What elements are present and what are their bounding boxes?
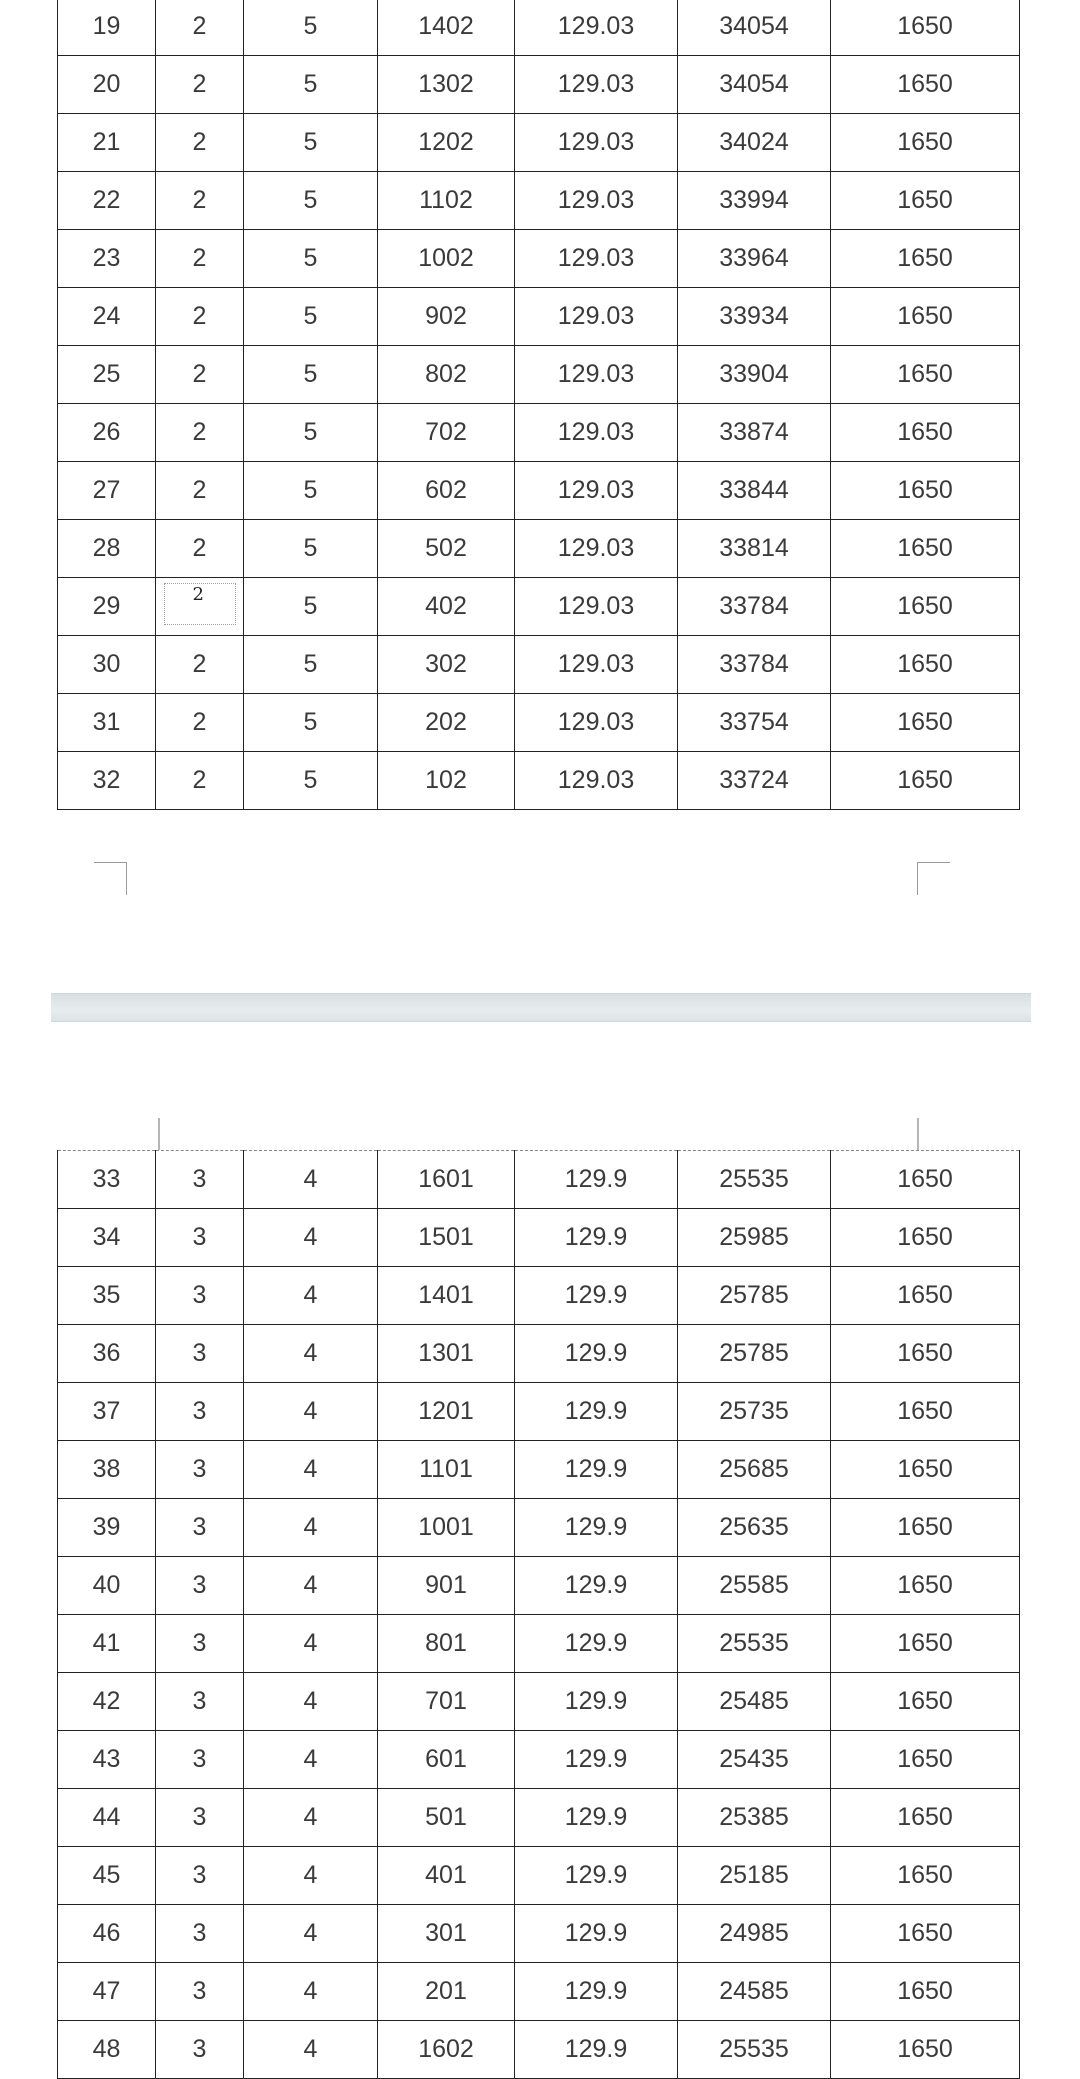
- table-cell[interactable]: 5: [244, 56, 378, 114]
- table-cell[interactable]: 1650: [831, 114, 1020, 172]
- table-cell[interactable]: 25385: [678, 1789, 831, 1847]
- table-cell[interactable]: 30: [58, 636, 156, 694]
- selected-cell-edit-box[interactable]: 2: [164, 583, 236, 625]
- table-cell[interactable]: 129.03: [515, 636, 678, 694]
- table-cell[interactable]: 40: [58, 1557, 156, 1615]
- table-cell[interactable]: 25535: [678, 1615, 831, 1673]
- table-cell[interactable]: 25785: [678, 1325, 831, 1383]
- table-cell[interactable]: 1601: [378, 1151, 515, 1209]
- table-cell[interactable]: 301: [378, 1905, 515, 1963]
- table-cell[interactable]: 1401: [378, 1267, 515, 1325]
- table-cell[interactable]: 33: [58, 1151, 156, 1209]
- table-row: [58, 1731, 1020, 1789]
- table-cell[interactable]: 33904: [678, 346, 831, 404]
- table-cell[interactable]: 4: [244, 1209, 378, 1267]
- table-cell[interactable]: 38: [58, 1441, 156, 1499]
- table-cell[interactable]: 3: [156, 1383, 244, 1441]
- table-cell[interactable]: 1650: [831, 346, 1020, 404]
- table-cell[interactable]: 25985: [678, 1209, 831, 1267]
- table-cell[interactable]: 3: [156, 1731, 244, 1789]
- table-cell[interactable]: 129.03: [515, 404, 678, 462]
- table-cell[interactable]: 21: [58, 114, 156, 172]
- table-cell[interactable]: 2: [156, 230, 244, 288]
- table-cell[interactable]: 5: [244, 172, 378, 230]
- table-cell[interactable]: 201: [378, 1963, 515, 2021]
- table-cell[interactable]: 25735: [678, 1383, 831, 1441]
- table-cell[interactable]: 34054: [678, 56, 831, 114]
- table-cell[interactable]: 34: [58, 1209, 156, 1267]
- table-cell[interactable]: 4: [244, 1499, 378, 1557]
- table-cell[interactable]: 1650: [831, 1209, 1020, 1267]
- table-cell[interactable]: 102: [378, 752, 515, 810]
- table-cell[interactable]: 25585: [678, 1557, 831, 1615]
- table-cell[interactable]: 701: [378, 1673, 515, 1731]
- table-row: [58, 752, 1020, 810]
- table-cell[interactable]: 502: [378, 520, 515, 578]
- table-cell[interactable]: 25185: [678, 1847, 831, 1905]
- table-cell[interactable]: 4: [244, 1963, 378, 2021]
- table-cell[interactable]: 1650: [831, 2021, 1020, 2079]
- table-cell[interactable]: 1650: [831, 230, 1020, 288]
- table-cell[interactable]: 35: [58, 1267, 156, 1325]
- table-cell[interactable]: 1650: [831, 1441, 1020, 1499]
- table-cell[interactable]: 1501: [378, 1209, 515, 1267]
- table-cell[interactable]: 129.9: [515, 1557, 678, 1615]
- table-cell[interactable]: 129.03: [515, 288, 678, 346]
- table-cell[interactable]: 1650: [831, 1789, 1020, 1847]
- table-cell[interactable]: 5: [244, 288, 378, 346]
- table-cell[interactable]: 43: [58, 1731, 156, 1789]
- table-cell[interactable]: 20: [58, 56, 156, 114]
- table-cell[interactable]: 33934: [678, 288, 831, 346]
- table-row: [58, 1557, 1020, 1615]
- table-cell[interactable]: 33964: [678, 230, 831, 288]
- table-cell[interactable]: 2: [156, 520, 244, 578]
- table-cell[interactable]: 25485: [678, 1673, 831, 1731]
- table-cell[interactable]: 28: [58, 520, 156, 578]
- table-cell[interactable]: 129.9: [515, 1963, 678, 2021]
- table-cell[interactable]: 5: [244, 752, 378, 810]
- table-cell[interactable]: 129.9: [515, 1151, 678, 1209]
- table-cell[interactable]: 1650: [831, 520, 1020, 578]
- table-cell[interactable]: 501: [378, 1789, 515, 1847]
- table-cell[interactable]: 3: [156, 1267, 244, 1325]
- table-cell[interactable]: 602: [378, 462, 515, 520]
- table-cell[interactable]: 1650: [831, 1615, 1020, 1673]
- table-cell[interactable]: 33874: [678, 404, 831, 462]
- table-row: [58, 1209, 1020, 1267]
- table-cell[interactable]: 1650: [831, 1499, 1020, 1557]
- table-cell[interactable]: 4: [244, 1847, 378, 1905]
- table-cell[interactable]: 1650: [831, 462, 1020, 520]
- page-separator: [51, 993, 1031, 1022]
- table-cell[interactable]: 1650: [831, 636, 1020, 694]
- table-cell[interactable]: 702: [378, 404, 515, 462]
- table-cell[interactable]: 3: [156, 1615, 244, 1673]
- table-row: [58, 1325, 1020, 1383]
- table-cell[interactable]: 3: [156, 1325, 244, 1383]
- table-cell[interactable]: 302: [378, 636, 515, 694]
- table-cell[interactable]: 1602: [378, 2021, 515, 2079]
- table-row: [58, 2021, 1020, 2079]
- table-cell[interactable]: 47: [58, 1963, 156, 2021]
- table-row: [58, 1847, 1020, 1905]
- table-cell[interactable]: 4: [244, 1731, 378, 1789]
- table-cell[interactable]: 3: [156, 1151, 244, 1209]
- table-cell[interactable]: 4: [244, 1151, 378, 1209]
- table-cell[interactable]: 41: [58, 1615, 156, 1673]
- table-cell[interactable]: 36: [58, 1325, 156, 1383]
- table-cell[interactable]: 129.03: [515, 578, 678, 636]
- table-cell[interactable]: 129.9: [515, 1673, 678, 1731]
- table-cell[interactable]: 1102: [378, 172, 515, 230]
- table-cell[interactable]: 2: [156, 404, 244, 462]
- table-cell[interactable]: 33724: [678, 752, 831, 810]
- table-cell[interactable]: 2: [156, 172, 244, 230]
- table-row: [58, 0, 1020, 56]
- table-row: [58, 346, 1020, 404]
- table-cell[interactable]: 202: [378, 694, 515, 752]
- table-cell[interactable]: 129.9: [515, 2021, 678, 2079]
- table-cell[interactable]: 4: [244, 2021, 378, 2079]
- table-row: [58, 404, 1020, 462]
- table-row: [58, 636, 1020, 694]
- table-cell[interactable]: 1201: [378, 1383, 515, 1441]
- table-cell[interactable]: 129.03: [515, 520, 678, 578]
- table-cell[interactable]: 5: [244, 694, 378, 752]
- table-cell[interactable]: 3: [156, 1905, 244, 1963]
- table-cell[interactable]: 4: [244, 1673, 378, 1731]
- table-cell[interactable]: 1650: [831, 172, 1020, 230]
- table-cell[interactable]: 3: [156, 1963, 244, 2021]
- table-cell[interactable]: 1301: [378, 1325, 515, 1383]
- table-cell[interactable]: 1650: [831, 404, 1020, 462]
- table-cell[interactable]: 24985: [678, 1905, 831, 1963]
- table-cell[interactable]: 1650: [831, 1151, 1020, 1209]
- table-row: [58, 288, 1020, 346]
- table-cell[interactable]: 3: [156, 1557, 244, 1615]
- table-cell[interactable]: 29: [58, 578, 156, 636]
- table-cell[interactable]: 1650: [831, 1963, 1020, 2021]
- table-cell[interactable]: 3: [156, 1673, 244, 1731]
- table-cell[interactable]: 3: [156, 1499, 244, 1557]
- table-cell[interactable]: 1650: [831, 1267, 1020, 1325]
- table-cell[interactable]: 1650: [831, 1557, 1020, 1615]
- table-row: [58, 114, 1020, 172]
- table-cell[interactable]: 3: [156, 1209, 244, 1267]
- table-cell[interactable]: 1650: [831, 752, 1020, 810]
- table-row: [58, 694, 1020, 752]
- page-margin-corner-right: [917, 862, 950, 895]
- table-cell[interactable]: 33844: [678, 462, 831, 520]
- table-cell[interactable]: 4: [244, 1557, 378, 1615]
- table-cell[interactable]: 5: [244, 520, 378, 578]
- table-cell[interactable]: 25: [58, 346, 156, 404]
- table-cell[interactable]: 5: [244, 636, 378, 694]
- table-cell[interactable]: 37: [58, 1383, 156, 1441]
- table-row: [58, 1151, 1020, 1209]
- table-cell[interactable]: 48: [58, 2021, 156, 2079]
- table-row: [58, 56, 1020, 114]
- table-cell[interactable]: 2: [156, 0, 244, 56]
- table-cell[interactable]: 1650: [831, 288, 1020, 346]
- table-cell[interactable]: 33754: [678, 694, 831, 752]
- table-cell[interactable]: 4: [244, 1441, 378, 1499]
- table-cell[interactable]: 25785: [678, 1267, 831, 1325]
- table-cell[interactable]: 32: [58, 752, 156, 810]
- table-cell[interactable]: 44: [58, 1789, 156, 1847]
- table-row: [58, 1673, 1020, 1731]
- table-cell[interactable]: 129.03: [515, 462, 678, 520]
- table-cell[interactable]: 19: [58, 0, 156, 56]
- table-cell[interactable]: 129.9: [515, 1615, 678, 1673]
- table-cell[interactable]: 1650: [831, 1847, 1020, 1905]
- table-cell[interactable]: 2: [156, 56, 244, 114]
- table-cell[interactable]: 129.9: [515, 1441, 678, 1499]
- table-cell[interactable]: 25685: [678, 1441, 831, 1499]
- table-row: [58, 1267, 1020, 1325]
- table-cell[interactable]: [156, 578, 244, 636]
- table-cell[interactable]: 129.9: [515, 1731, 678, 1789]
- table-cell[interactable]: 1650: [831, 1325, 1020, 1383]
- table-cell[interactable]: 1302: [378, 56, 515, 114]
- table-cell[interactable]: 129.9: [515, 1499, 678, 1557]
- table-row: [58, 230, 1020, 288]
- table-cell[interactable]: 42: [58, 1673, 156, 1731]
- table-cell[interactable]: 39: [58, 1499, 156, 1557]
- page-margin-marker-right: [917, 1118, 919, 1150]
- data-table-page-2: [57, 1150, 1020, 2079]
- table-cell[interactable]: 4: [244, 1905, 378, 1963]
- table-row: [58, 462, 1020, 520]
- table-cell[interactable]: 1002: [378, 230, 515, 288]
- table-cell[interactable]: 22: [58, 172, 156, 230]
- table-cell[interactable]: 4: [244, 1615, 378, 1673]
- table-cell[interactable]: 1650: [831, 56, 1020, 114]
- table-cell[interactable]: 5: [244, 114, 378, 172]
- table-cell[interactable]: 1402: [378, 0, 515, 56]
- table-cell[interactable]: 129.03: [515, 346, 678, 404]
- table-cell[interactable]: 2: [156, 636, 244, 694]
- table-cell[interactable]: 31: [58, 694, 156, 752]
- table-cell[interactable]: 24585: [678, 1963, 831, 2021]
- table-cell[interactable]: 45: [58, 1847, 156, 1905]
- table-cell[interactable]: 129.9: [515, 1209, 678, 1267]
- table-cell[interactable]: 26: [58, 404, 156, 462]
- table-cell[interactable]: 5: [244, 404, 378, 462]
- table-cell[interactable]: 902: [378, 288, 515, 346]
- table-cell[interactable]: 25635: [678, 1499, 831, 1557]
- table-cell[interactable]: 1650: [831, 1905, 1020, 1963]
- table-cell[interactable]: 1650: [831, 1383, 1020, 1441]
- table-cell[interactable]: 1101: [378, 1441, 515, 1499]
- table-cell[interactable]: 5: [244, 0, 378, 56]
- table-cell[interactable]: 5: [244, 462, 378, 520]
- table-cell[interactable]: 1001: [378, 1499, 515, 1557]
- table-cell[interactable]: 25535: [678, 1151, 831, 1209]
- table-cell[interactable]: 33994: [678, 172, 831, 230]
- table-cell[interactable]: 402: [378, 578, 515, 636]
- table-cell[interactable]: 129.03: [515, 56, 678, 114]
- table-cell[interactable]: 2: [156, 288, 244, 346]
- table-cell[interactable]: 4: [244, 1325, 378, 1383]
- table-row: [58, 1905, 1020, 1963]
- table-cell[interactable]: 23: [58, 230, 156, 288]
- table-cell[interactable]: 2: [156, 694, 244, 752]
- table-cell[interactable]: 5: [244, 230, 378, 288]
- table-cell[interactable]: 1650: [831, 0, 1020, 56]
- table-cell[interactable]: 4: [244, 1383, 378, 1441]
- table-cell[interactable]: 4: [244, 1789, 378, 1847]
- table-cell[interactable]: 3: [156, 2021, 244, 2079]
- table-row: [58, 520, 1020, 578]
- table-cell[interactable]: 2: [156, 462, 244, 520]
- table-cell[interactable]: 27: [58, 462, 156, 520]
- table-cell[interactable]: 24: [58, 288, 156, 346]
- table-cell[interactable]: 34024: [678, 114, 831, 172]
- table-cell[interactable]: 33784: [678, 578, 831, 636]
- table-cell[interactable]: 1650: [831, 1731, 1020, 1789]
- table-cell[interactable]: 129.9: [515, 1905, 678, 1963]
- table-cell[interactable]: 129.03: [515, 694, 678, 752]
- table-cell[interactable]: 601: [378, 1731, 515, 1789]
- table-cell[interactable]: 46: [58, 1905, 156, 1963]
- table-cell[interactable]: 2: [156, 752, 244, 810]
- table-cell[interactable]: 25535: [678, 2021, 831, 2079]
- table-row: [58, 1789, 1020, 1847]
- table-cell[interactable]: 33814: [678, 520, 831, 578]
- table-cell[interactable]: 129.9: [515, 1847, 678, 1905]
- table-row: [58, 1383, 1020, 1441]
- table-cell[interactable]: 801: [378, 1615, 515, 1673]
- table-cell[interactable]: 5: [244, 346, 378, 404]
- table-cell[interactable]: 802: [378, 346, 515, 404]
- table-cell[interactable]: 129.03: [515, 114, 678, 172]
- table-cell[interactable]: 5: [244, 578, 378, 636]
- table-cell[interactable]: 34054: [678, 0, 831, 56]
- table-cell[interactable]: 1650: [831, 694, 1020, 752]
- table-row: [58, 1499, 1020, 1557]
- table-row: [58, 1615, 1020, 1673]
- data-table-page-1: [57, 0, 1020, 810]
- table-cell[interactable]: 4: [244, 1267, 378, 1325]
- table-cell[interactable]: 2: [156, 346, 244, 404]
- table-cell[interactable]: 129.9: [515, 1383, 678, 1441]
- table-cell[interactable]: 1202: [378, 114, 515, 172]
- table-cell[interactable]: 25435: [678, 1731, 831, 1789]
- table-row: [58, 172, 1020, 230]
- table-cell[interactable]: 2: [156, 114, 244, 172]
- table-cell[interactable]: 901: [378, 1557, 515, 1615]
- table-cell[interactable]: 3: [156, 1847, 244, 1905]
- page-margin-marker-left: [158, 1118, 160, 1150]
- table-cell[interactable]: 1650: [831, 1673, 1020, 1731]
- table-cell[interactable]: 401: [378, 1847, 515, 1905]
- table-cell[interactable]: 1650: [831, 578, 1020, 636]
- table-cell[interactable]: 3: [156, 1441, 244, 1499]
- table-cell[interactable]: 129.03: [515, 752, 678, 810]
- table-row: [58, 1963, 1020, 2021]
- table-row: [58, 1441, 1020, 1499]
- table-row: [58, 578, 1020, 636]
- table-cell[interactable]: 33784: [678, 636, 831, 694]
- table-cell[interactable]: 129.03: [515, 0, 678, 56]
- table-cell[interactable]: 129.03: [515, 230, 678, 288]
- table-cell[interactable]: 129.9: [515, 1789, 678, 1847]
- table-cell[interactable]: 129.9: [515, 1267, 678, 1325]
- table-cell[interactable]: 3: [156, 1789, 244, 1847]
- table-cell[interactable]: 129.9: [515, 1325, 678, 1383]
- table-cell[interactable]: 129.03: [515, 172, 678, 230]
- page-margin-corner-left: [94, 862, 127, 895]
